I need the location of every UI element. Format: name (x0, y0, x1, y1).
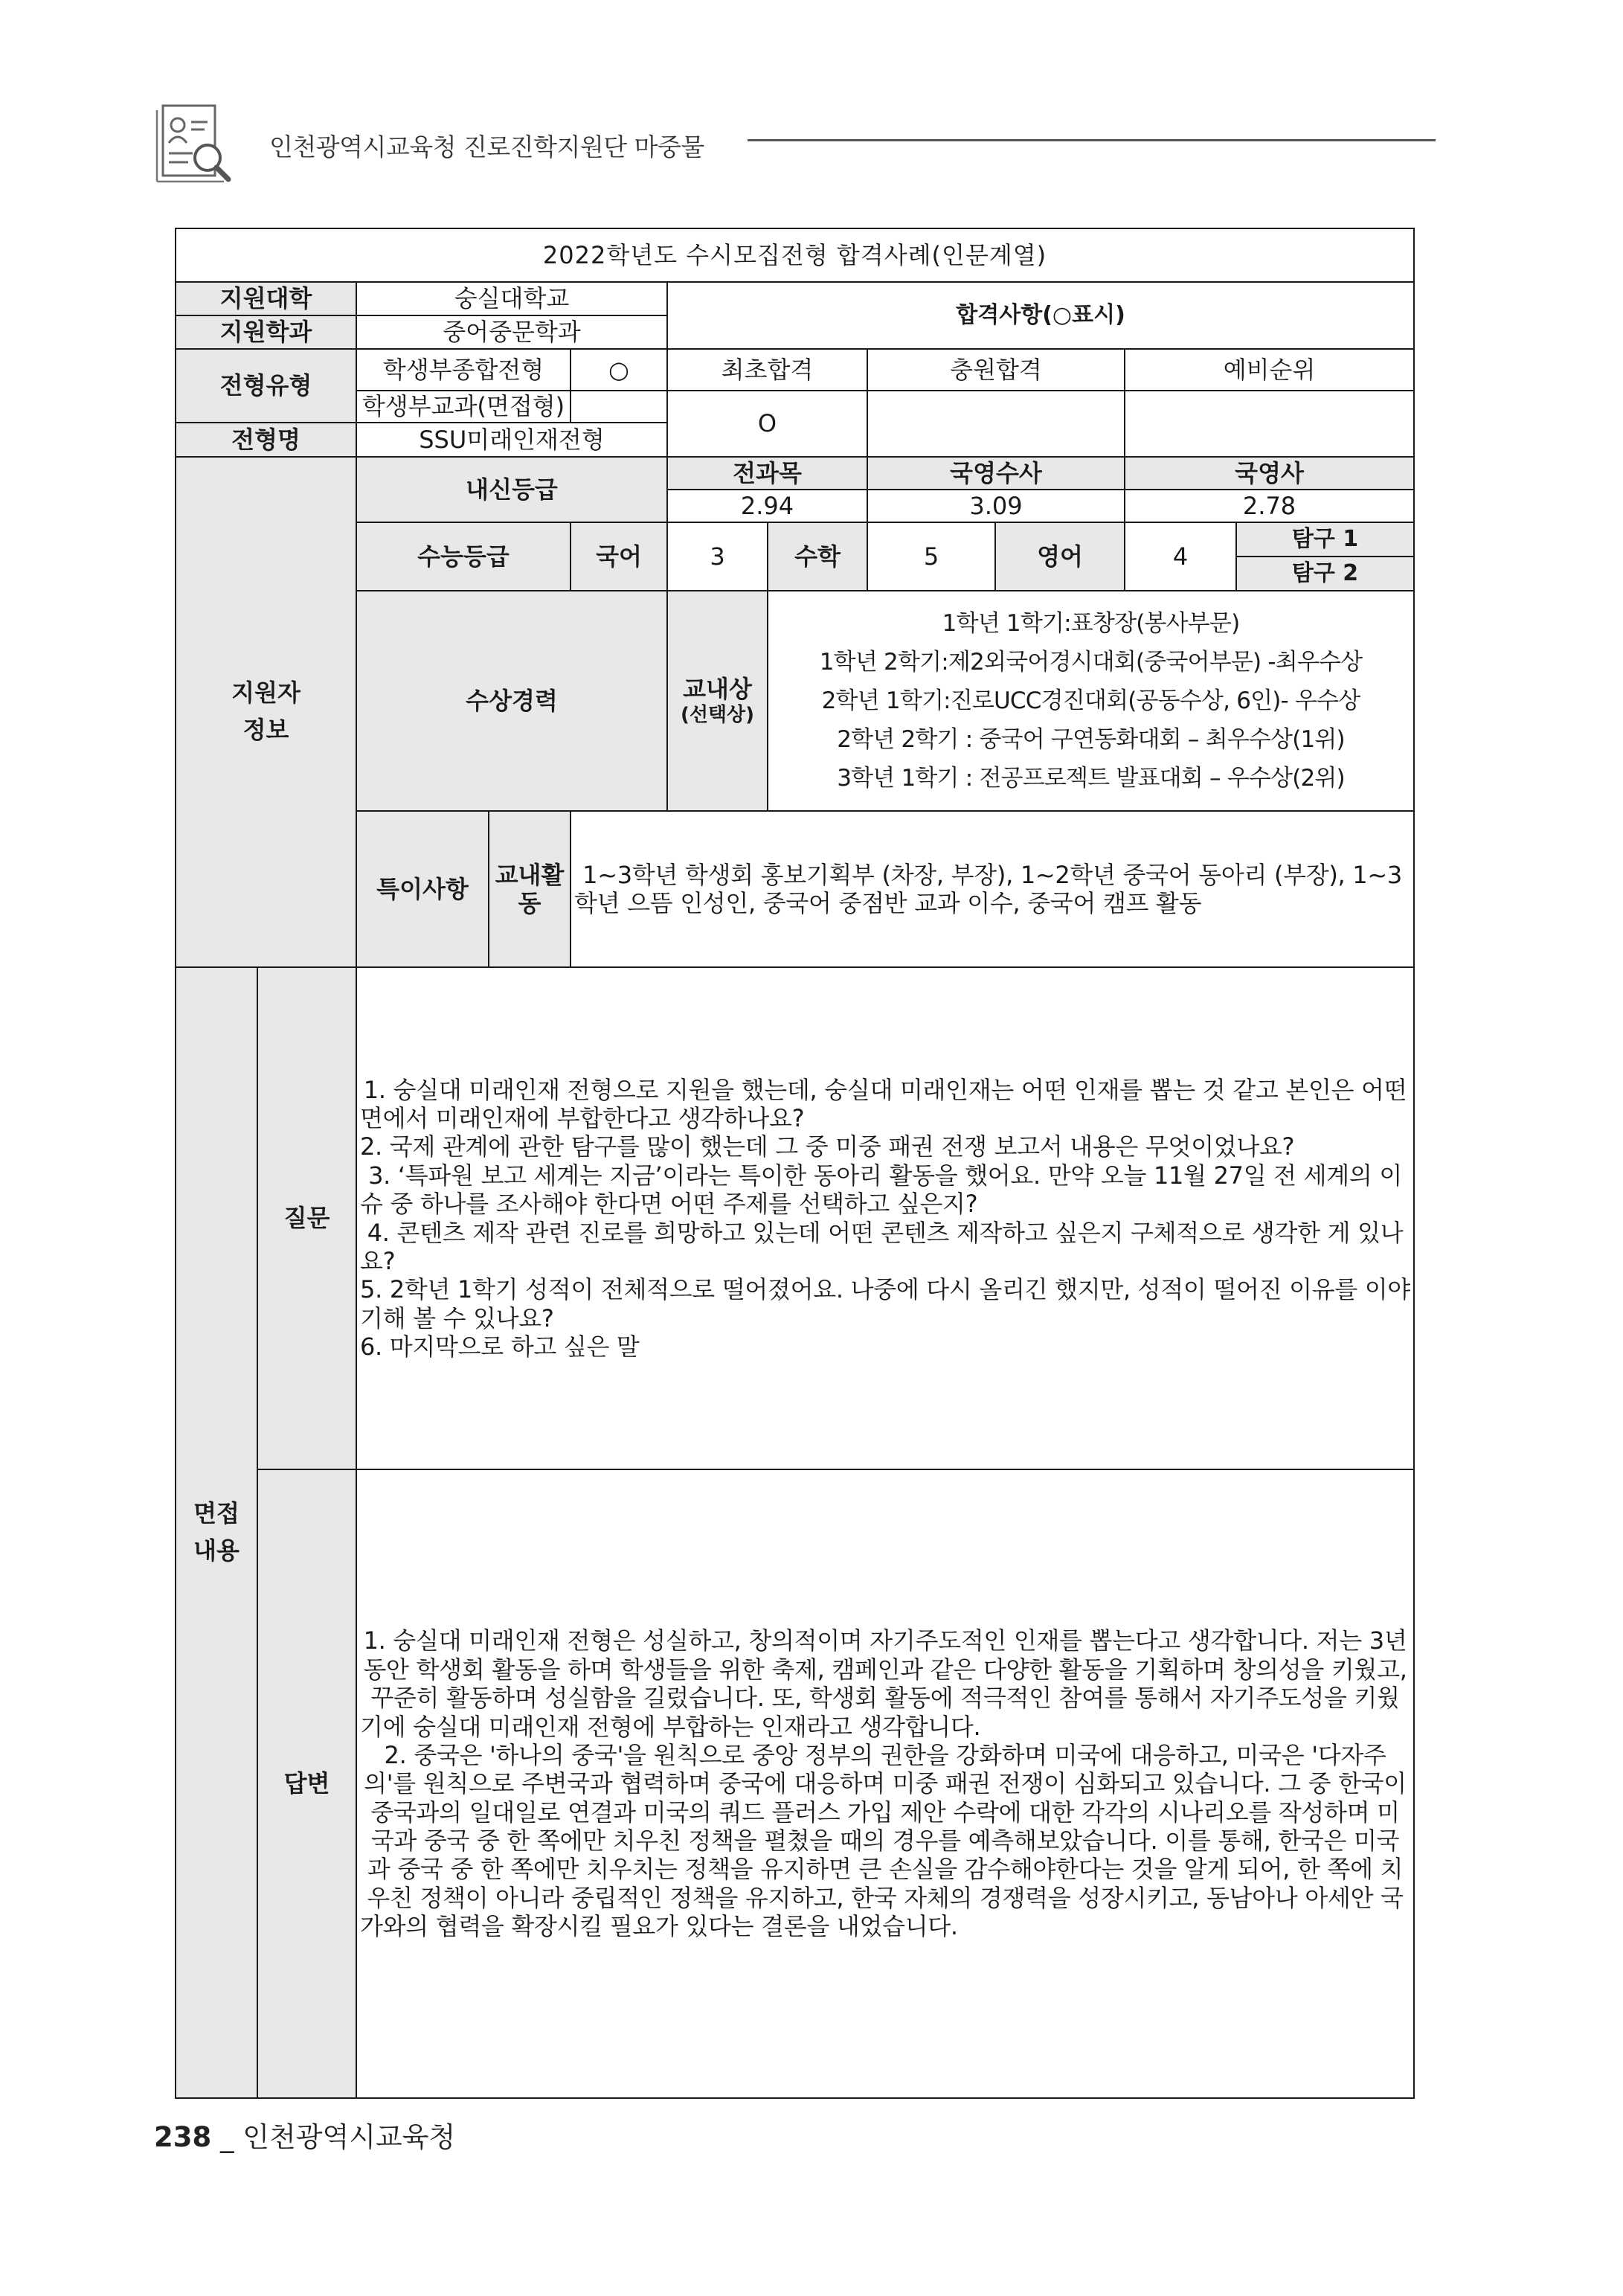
naesin-kems-label: 국영수사 (867, 457, 1125, 490)
type-option-1-mark: ○ (571, 349, 667, 391)
questions-label: 질문 (257, 967, 356, 1469)
type-option-2-mark (571, 391, 667, 423)
answer-item: 1. 숭실대 미래인재 전형은 성실하고, 창의적이며 자기주도적인 인재를 뽑는다고 생각합니다. 저는 3년동안 학생회 활동을 하며 학생들을 위한 축제, 캠페인과 같은 다양한 활동을 기획하며 창의성을 키웠고, 꾸준히 활동하며 성실함을 길렀습니다. 또, 학생회 활동에 적극적인 참여를 통해서 자기주도성을 키웠기에 숭실대 미래인재 전형에 부합하는 인재라고 생각합니다. (360, 1626, 1407, 1741)
univ-label: 지원대학 (176, 282, 356, 315)
question-item: 5. 2학년 1학기 성적이 전체적으로 떨어졌어요. 나중에 다시 올리긴 했지만, 성적이 떨어진 이유를 이야기해 볼 수 있나요? (360, 1275, 1411, 1333)
admission-case-table (175, 228, 1415, 2099)
magnifier-document-icon (152, 103, 234, 185)
footer-separator: _ (220, 2121, 234, 2153)
page-number: 238 (154, 2121, 212, 2153)
inquiry-2-label: 탐구 2 (1236, 557, 1414, 591)
type-option-2: 학생부교과(면접형) (356, 391, 571, 423)
naesin-kes-value: 2.78 (1125, 490, 1414, 522)
awards-list (768, 591, 1414, 811)
naesin-all-value: 2.94 (667, 490, 867, 522)
answers-label: 답변 (257, 1469, 356, 2098)
question-item: 3. ‘특파원 보고 세계는 지금’이라는 특이한 동아리 활동을 했어요. 만약 오늘 11월 27일 전 세계의 이슈 중 하나를 조사해야 한다면 어떤 주제를 선택하고 싶은지? (360, 1161, 1402, 1219)
award-item: 2학년 1학기:진로UCC경진대회(공동수상, 6인)- 우수상 (821, 687, 1360, 714)
question-item: 2. 국제 관계에 관한 탐구를 많이 했는데 그 중 미중 패권 전쟁 보고서 내용은 무엇이었나요? (360, 1132, 1295, 1161)
eng-value: 4 (1125, 522, 1236, 591)
name-label: 전형명 (176, 423, 356, 457)
naesin-kems-value: 3.09 (867, 490, 1125, 522)
questions-list (356, 967, 1414, 1469)
award-item: 2학년 2학기 : 중국어 구연동화대회 – 최우수상(1위) (837, 726, 1345, 753)
type-option-1: 학생부종합전형 (356, 349, 571, 391)
awards-sublabel: 교내상 (선택상) (667, 591, 768, 811)
result-col-waitlist: 예비순위 (1125, 349, 1414, 391)
suneung-label: 수능등급 (356, 522, 571, 591)
name-value: SSU미래인재전형 (356, 423, 667, 457)
header-rule (748, 139, 1436, 141)
result-header: 합격사항(○표시) (667, 282, 1414, 349)
result-mark-additional (867, 391, 1125, 457)
result-col-additional: 충원합격 (867, 349, 1125, 391)
result-mark-initial: O (667, 391, 867, 457)
special-activities: 1~3학년 학생회 홍보기획부 (차장, 부장), 1~2학년 중국어 동아리 (부장), 1~3학년 으뜸 인성인, 중국어 중점반 교과 이수, 중국어 캠프 활동 (571, 811, 1414, 967)
footer-publisher: 인천광역시교육청 (242, 2121, 456, 2153)
kor-label: 국어 (571, 522, 667, 591)
award-item: 3학년 1학기 : 전공프로젝트 발표대회 – 우수상(2위) (837, 765, 1345, 792)
dept-label: 지원학과 (176, 315, 356, 349)
document-title: 2022학년도 수시모집전형 합격사례(인문계열) (176, 228, 1414, 282)
inquiry-1-label: 탐구 1 (1236, 522, 1414, 557)
awards-label: 수상경력 (356, 591, 667, 811)
answers-list (356, 1469, 1414, 2098)
page-footer (154, 2114, 455, 2155)
naesin-kes-label: 국영사 (1125, 457, 1414, 490)
dept-value: 중어중문학과 (356, 315, 667, 349)
interview-label: 면접 내용 (176, 967, 257, 2098)
applicant-info-label: 지원자 정보 (176, 457, 356, 967)
question-item: 6. 마지막으로 하고 싶은 말 (360, 1333, 640, 1362)
result-col-initial: 최초합격 (667, 349, 867, 391)
answer-item: 2. 중국은 '하나의 중국'을 원칙으로 중앙 정부의 권한을 강화하며 미국에 대응하고, 미국은 '다자주의'를 원칙으로 주변국과 협력하며 중국에 대응하며 미중 패권 전쟁이 심화되고 있습니다. 그 중 한국이 중국과의 일대일로 연결과 미국의 쿼드 플러스 가입 제안 수락에 대한 각각의 시나리오를 작성하며 미국과 중국 중 한 쪽에만 치우친 정책을 펼쳤을 때의 경우를 예측해보았습니다. 이를 통해, 한국은 미국과 중국 중 한 쪽에만 치우치는 정책을 유지하면 큰 손실을 감수해야한다는 것을 알게 되어, 한 쪽에 치우친 정책이 아니라 중립적인 정책을 유지하고, 한국 자체의 경쟁력을 성장시키고, 동남아나 아세안 국가와의 협력을 확장시킬 필요가 있다는 결론을 내었습니다. (360, 1740, 1407, 1941)
header-publisher: 인천광역시교육청 진로진학지원단 마중물 (269, 132, 704, 161)
special-label: 특이사항 (356, 811, 489, 967)
question-item: 4. 콘텐츠 제작 관련 진로를 희망하고 있는데 어떤 콘텐츠 제작하고 싶은지 구체적으로 생각한 게 있나요? (360, 1218, 1404, 1275)
naesin-all-label: 전과목 (667, 457, 867, 490)
result-mark-waitlist (1125, 391, 1414, 457)
question-item: 1. 숭실대 미래인재 전형으로 지원을 했는데, 숭실대 미래인재는 어떤 인재를 뽑는 것 같고 본인은 어떤 면에서 미래인재에 부합한다고 생각하나요? (360, 1075, 1407, 1132)
award-item: 1학년 1학기:표창장(봉사부문) (942, 610, 1240, 637)
math-value: 5 (867, 522, 995, 591)
special-sublabel: 교내활동 (489, 811, 571, 967)
type-label: 전형유형 (176, 349, 356, 423)
math-label: 수학 (768, 522, 867, 591)
naesin-label: 내신등급 (356, 457, 667, 522)
award-item: 1학년 2학기:제2외국어경시대회(중국어부문) -최우수상 (819, 649, 1363, 676)
eng-label: 영어 (995, 522, 1125, 591)
univ-value: 숭실대학교 (356, 282, 667, 315)
kor-value: 3 (667, 522, 768, 591)
